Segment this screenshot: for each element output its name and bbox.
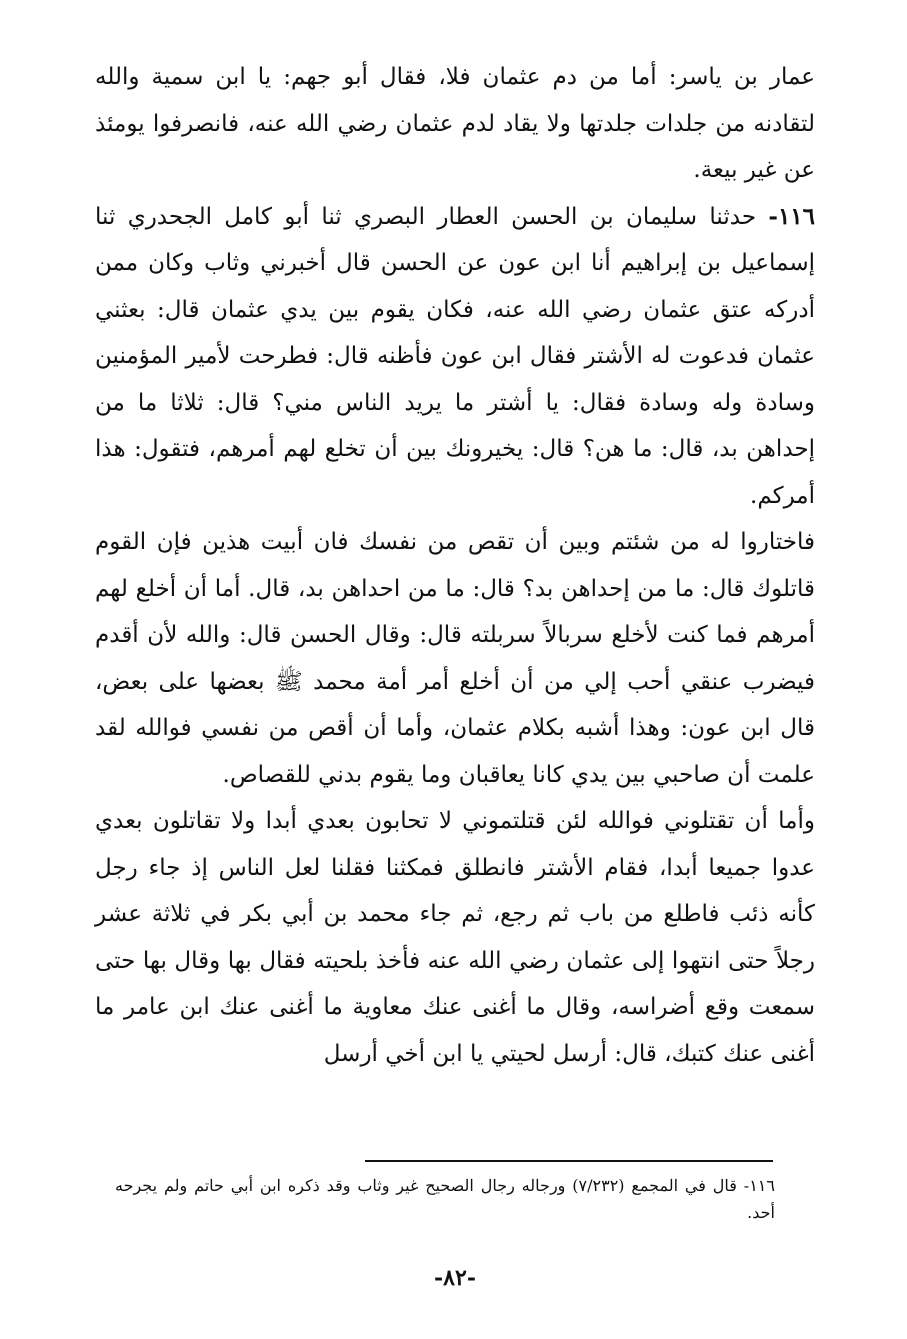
footnote bbox=[115, 1172, 775, 1226]
paragraph-4 bbox=[95, 798, 815, 1077]
paragraph-2 bbox=[95, 194, 815, 520]
hadith-number: ١١٦- bbox=[768, 202, 815, 230]
paragraph-1-text: عمار بن ياسر: أما من دم عثمان فلا، فقال أبو جهم: يا ابن سمية والله لتقادنه من جلدات جلدتها ولا يقاد لدم عثمان رضي الله عنه، فانصرفوا يومئذ عن غير بيعة. bbox=[95, 64, 815, 183]
paragraph-3 bbox=[95, 519, 815, 798]
paragraph-3-text: فاختاروا له من شئتم وبين أن تقص من نفسك فان أبيت هذين فإن القوم قاتلوك قال: ما من إحداهن بد؟ قال: ما من احداهن بد، قال. أما أن أخلع لهم أمرهم فما كنت لأخلع سربالاً سربلته قال: وقال الحسن قال: والله لأن أقدم فيضرب عنقي أحب إلي من أن أخلع أمر أمة محمد ﷺ بعضها على بعض، قال ابن عون: وهذا أشبه بكلام عثمان، وأما أن أقص من نفسي فوالله لقد علمت أن صاحبي بين يدي كانا يعاقبان وما يقوم بدني للقصاص. bbox=[95, 529, 815, 788]
page-number: -٨٢- bbox=[434, 1265, 476, 1291]
paragraph-2-text: حدثنا سليمان بن الحسن العطار البصري ثنا أبو كامل الجحدري ثنا إسماعيل بن إبراهيم أنا ابن عون عن الحسن قال أخبرني وثاب وكان ممن أدركه عتق عثمان رضي الله عنه، فكان يقوم بين يدي عثمان قال: بعثني عثمان فدعوت له الأشتر فقال ابن عون فأظنه قال: فطرحت لأمير المؤمنين وسادة وله وسادة فقال: يا أشتر ما يريد الناس مني؟ قال: ثلاثا ما من إحداهن بد، قال: ما هن؟ قال: يخيرونك بين أن تخلع لهم أمرهم، فتقول: هذا أمركم. bbox=[95, 203, 815, 509]
footnote-text: ١١٦- قال في المجمع (٧/٢٣٢) ورجاله رجال الصحيح غير وثاب وقد ذكره ابن أبي حاتم ولم يجرحه أحد. bbox=[115, 1176, 775, 1222]
main-text bbox=[95, 54, 815, 1077]
paragraph-4-text: وأما أن تقتلوني فوالله لئن قتلتموني لا تحابون بعدي أبدا ولا تقاتلون بعدي عدوا جميعا أبدا، فقام الأشتر فانطلق فمكثنا فقلنا لعل الناس إذ جاء رجل كأنه ذئب فاطلع من باب ثم رجع، ثم جاء محمد بن أبي بكر في ثلاثة عشر رجلاً حتى انتهوا إلى عثمان رضي الله عنه فأخذ بلحيته فقال بها وقال بها حتى سمعت وقع أضراسه، وقال ما أغنى عنك معاوية ما أغنى عنك ابن عامر ما أغنى عنك كتبك، قال: أرسل لحيتي يا ابن أخي أرسل bbox=[95, 808, 815, 1067]
paragraph-1 bbox=[95, 54, 815, 194]
footnote-divider bbox=[365, 1160, 773, 1162]
